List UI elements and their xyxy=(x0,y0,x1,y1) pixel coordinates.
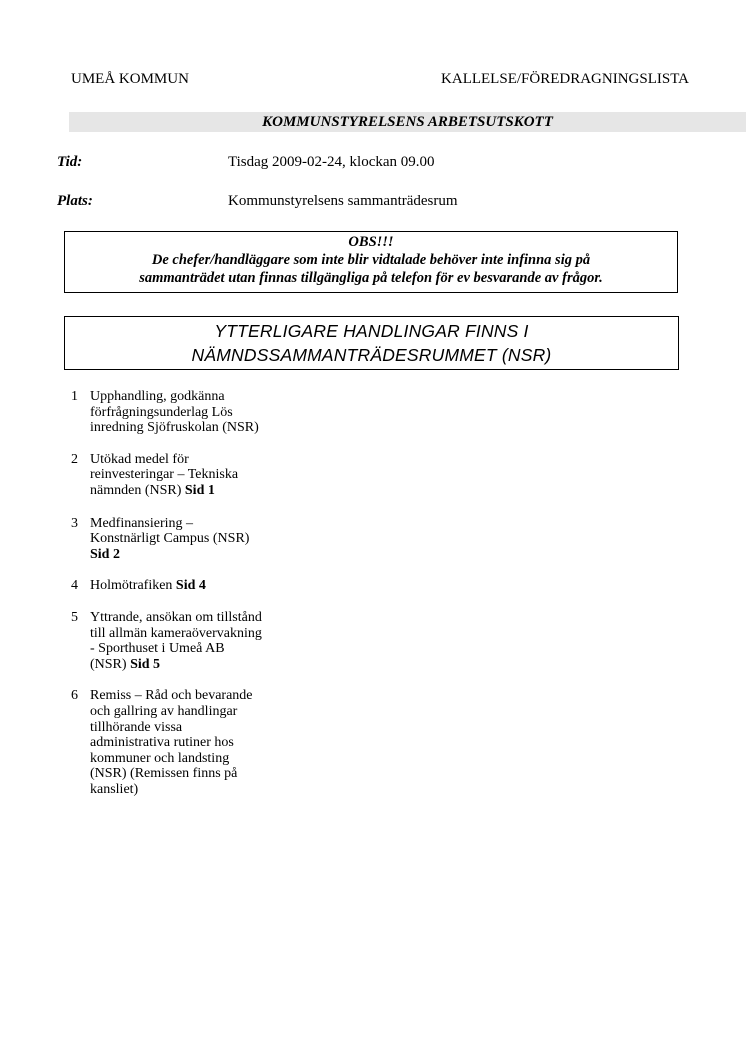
committee-title: KOMMUNSTYRELSENS ARBETSUTSKOTT xyxy=(69,112,746,132)
agenda-item-line: (NSR) (Remissen finns på xyxy=(90,766,238,782)
agenda-item-page-ref: Sid 5 xyxy=(130,656,161,672)
agenda-item xyxy=(71,452,311,499)
agenda-list xyxy=(71,389,311,797)
agenda-item-line: till allmän kameraövervakning xyxy=(90,625,262,641)
agenda-item-number: 6 xyxy=(71,688,78,704)
agenda-item-line: - Sporthuset i Umeå AB xyxy=(90,641,225,657)
obs-line-2: sammanträdet utan finnas tillgängliga på telefon för ev besvarande av frågor. xyxy=(139,270,603,286)
organization-name: UMEÅ KOMMUN xyxy=(71,71,189,87)
time-value: Tisdag 2009-02-24, klockan 09.00 xyxy=(228,154,435,170)
agenda-item-line: Holmötrafiken xyxy=(90,578,173,594)
agenda-item-line: (NSR) xyxy=(90,656,127,672)
obs-title: OBS!!! xyxy=(348,234,394,250)
agenda-item xyxy=(71,688,311,797)
agenda-item-page-ref: Sid 4 xyxy=(175,578,206,594)
agenda-item-line: Yttrande, ansökan om tillstånd xyxy=(90,609,262,625)
agenda-item-line: Medfinansiering – xyxy=(90,515,194,531)
agenda-item xyxy=(71,389,311,436)
agenda-item-line: kommuner och landsting xyxy=(90,750,230,766)
additional-documents-line-2: NÄMNDSSAMMANTRÄDESRUMMET (NSR) xyxy=(191,345,552,365)
agenda-item-line: inredning Sjöfruskolan (NSR) xyxy=(90,420,259,436)
agenda-item-number: 5 xyxy=(71,609,78,625)
agenda-item-line: Remiss – Råd och bevarande xyxy=(90,688,253,704)
agenda-item-number: 4 xyxy=(71,578,78,594)
agenda-item-line: kansliet) xyxy=(90,781,139,797)
agenda-item-page-ref: Sid 1 xyxy=(184,482,215,498)
agenda-item-line: och gallring av handlingar xyxy=(90,703,238,719)
additional-documents-line-1: YTTERLIGARE HANDLINGAR FINNS I xyxy=(214,321,529,341)
agenda-item-line: tillhörande vissa xyxy=(90,719,183,735)
place-label: Plats: xyxy=(57,193,93,209)
agenda-item-line: Konstnärligt Campus (NSR) xyxy=(90,531,250,547)
agenda-item-number: 3 xyxy=(71,515,78,531)
obs-line-1: De chefer/handläggare som inte blir vidtalade behöver inte infinna sig på xyxy=(151,252,591,268)
agenda-item-line: reinvesteringar – Tekniska xyxy=(90,467,239,483)
agenda-item-number: 2 xyxy=(71,451,78,467)
agenda-item-page-ref: Sid 2 xyxy=(90,546,120,562)
agenda-item-line: Upphandling, godkänna xyxy=(90,389,225,404)
document-type: KALLELSE/FÖREDRAGNINGSLISTA xyxy=(441,71,689,87)
agenda-item xyxy=(71,516,311,563)
agenda-item xyxy=(71,578,311,594)
time-label: Tid: xyxy=(57,154,83,170)
place-value: Kommunstyrelsens sammanträdesrum xyxy=(228,193,458,209)
agenda-item xyxy=(71,610,311,672)
agenda-item-line: administrativa rutiner hos xyxy=(90,735,234,751)
obs-notice-box xyxy=(64,231,678,293)
agenda-item-line: förfrågningsunderlag Lös xyxy=(90,404,233,420)
agenda-item-line: nämnden (NSR) xyxy=(90,482,182,498)
agenda-item-number: 1 xyxy=(71,389,78,404)
agenda-item-line: Utökad medel för xyxy=(90,451,189,467)
additional-documents-box xyxy=(64,316,679,370)
